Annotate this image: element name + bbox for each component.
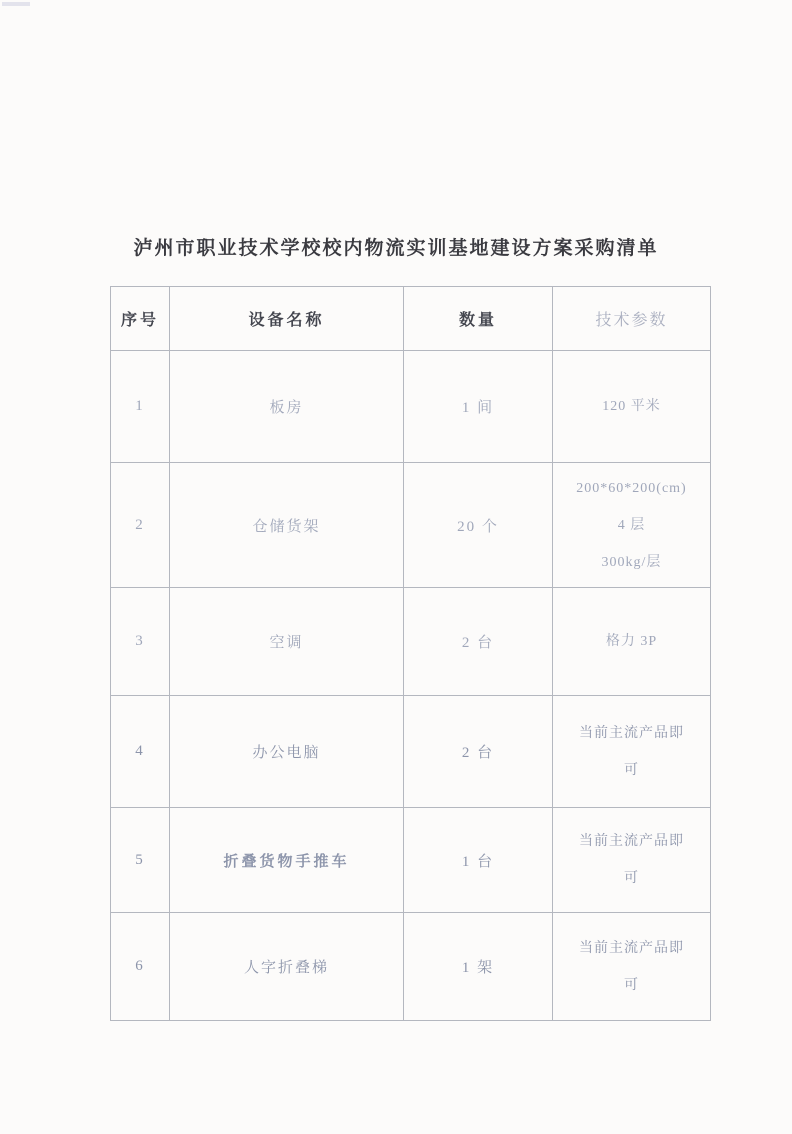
- procurement-table: [110, 286, 711, 1021]
- cell-params: [553, 351, 711, 463]
- param-line: 可: [624, 977, 639, 993]
- header-params: 技术参数: [553, 287, 711, 351]
- cell-params: [553, 463, 711, 588]
- cell-no: 3: [111, 588, 170, 696]
- header-qty: 数量: [404, 287, 553, 351]
- cell-params: [553, 913, 711, 1021]
- table-header-row: [111, 287, 711, 351]
- param-line: 当前主流产品即: [579, 834, 684, 849]
- param-line: 可: [624, 871, 639, 886]
- cell-name: 折叠货物手推车: [170, 808, 404, 913]
- table-row: [111, 463, 711, 588]
- cell-name: 办公电脑: [170, 696, 404, 808]
- cell-params: [553, 696, 711, 808]
- cell-name: 空调: [170, 588, 404, 696]
- table-row: [111, 696, 711, 808]
- cell-qty: 1 间: [404, 351, 553, 463]
- table-row: [111, 588, 711, 696]
- document-title: 泸州市职业技术学校校内物流实训基地建设方案采购清单: [133, 238, 659, 259]
- cell-no: 4: [111, 696, 170, 808]
- cell-qty: 20 个: [404, 463, 553, 588]
- param-line: 可: [624, 762, 639, 778]
- cell-name: 人字折叠梯: [170, 913, 404, 1021]
- param-line: 200*60*200(cm): [576, 480, 687, 496]
- cell-name: 仓储货架: [170, 463, 404, 588]
- param-line: 格力 3P: [605, 634, 658, 649]
- param-line: 当前主流产品即: [579, 940, 684, 956]
- cell-no: 1: [111, 351, 170, 463]
- cell-qty: 1 台: [404, 808, 553, 913]
- cell-name: 板房: [170, 351, 404, 463]
- cell-params: [553, 588, 711, 696]
- cell-no: 5: [111, 808, 170, 913]
- param-line: 当前主流产品即: [579, 725, 684, 741]
- cell-qty: 2 台: [404, 696, 553, 808]
- table-row: [111, 913, 711, 1021]
- header-no: 序号: [111, 287, 170, 351]
- param-line: 300kg/层: [601, 554, 662, 570]
- param-line: 4 层: [617, 517, 646, 533]
- cell-params: [553, 808, 711, 913]
- scan-artifact: [2, 2, 30, 6]
- cell-no: 2: [111, 463, 170, 588]
- header-name: 设备名称: [170, 287, 404, 351]
- table-row: [111, 808, 711, 913]
- cell-no: 6: [111, 913, 170, 1021]
- param-line: 120 平米: [602, 399, 661, 414]
- cell-qty: 1 架: [404, 913, 553, 1021]
- cell-qty: 2 台: [404, 588, 553, 696]
- table-row: [111, 351, 711, 463]
